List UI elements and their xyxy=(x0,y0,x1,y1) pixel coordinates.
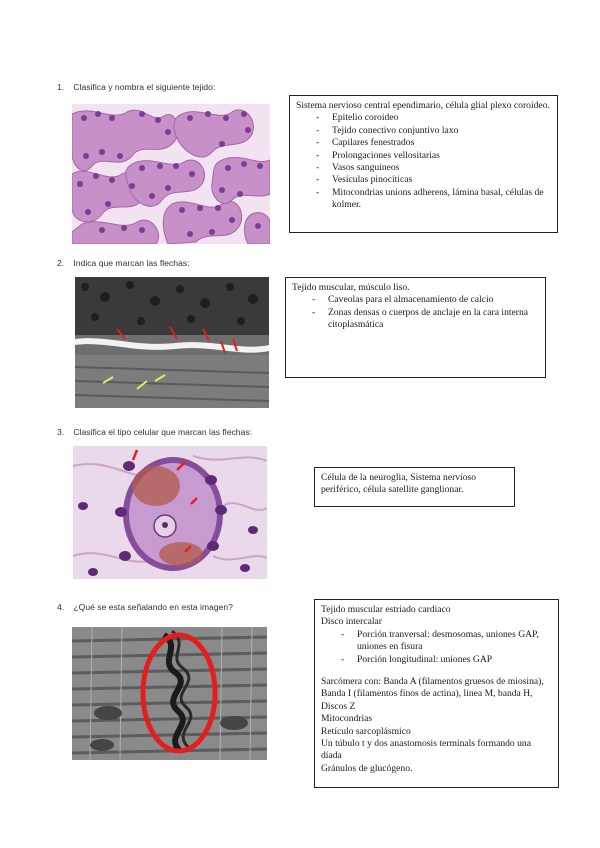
answer-line: Gránulos de glucógeno. xyxy=(321,762,413,774)
question-text: ¿Qué se esta señalando en esta imagen? xyxy=(73,602,233,612)
answer-box-3 xyxy=(314,467,515,507)
list-item: - Caveolas para el almacenamiento de calcio xyxy=(292,294,539,306)
question-4-prompt xyxy=(57,602,233,612)
question-number: 3. xyxy=(57,427,65,437)
cardiac-muscle-electron-micrograph xyxy=(72,627,267,760)
answer-box-2 xyxy=(285,277,546,378)
answer-intro: Sistema nervioso central ependimario, célula glial plexo coroideo. xyxy=(296,100,550,111)
question-number: 4. xyxy=(57,602,65,612)
list-item: - Prolongaciones vellositarias xyxy=(296,150,551,162)
answer-intro: Tejido muscular, músculo liso. xyxy=(292,282,410,293)
question-2-prompt xyxy=(57,258,189,268)
answer-line: Tejido muscular estriado cardiaco xyxy=(321,604,451,615)
answer-line: Mitocondrias xyxy=(321,713,373,725)
list-item: - Vesículas pinocíticas xyxy=(296,174,551,186)
list-item: - Porción longitudinal: uniones GAP xyxy=(321,654,552,666)
question-text: Clasifica el tipo celular que marcan las flechas: xyxy=(73,427,253,437)
question-number: 2. xyxy=(57,258,65,268)
answer-line: Sarcómera con: Banda A (filamentos gruesos de miosina), Banda I (filamentos finos de actina), línea M, banda H, Discos Z xyxy=(321,676,544,712)
choroid-plexus-micrograph xyxy=(72,104,270,244)
list-item: - Tejido conectivo conjuntivo laxo xyxy=(296,125,551,137)
answer-box-4 xyxy=(314,599,559,788)
answer-box-1 xyxy=(289,95,558,233)
question-text: Clasifica y nombra el siguiente tejido: xyxy=(73,82,216,92)
answer-line: Un túbulo t y dos anastomosis terminals formando una díada xyxy=(321,738,531,762)
answer-list xyxy=(292,294,539,331)
list-item: - Mitocondrias unions adherens, lámina basal, células de kolmer. xyxy=(296,187,551,212)
list-item: - Capilares fenestrados xyxy=(296,137,551,149)
smooth-muscle-electron-micrograph xyxy=(75,277,269,408)
answer-line: Disco intercalar xyxy=(321,616,382,628)
ganglion-satellite-cell-micrograph xyxy=(73,446,267,579)
list-item: - Porción tranversal: desmosomas, uniones GAP, uniones en fisura xyxy=(321,629,552,654)
question-1-prompt xyxy=(57,82,215,92)
list-item: - Epitelio coroideo xyxy=(296,112,551,124)
answer-list xyxy=(321,629,552,666)
question-number: 1. xyxy=(57,82,65,92)
question-3-prompt xyxy=(57,427,252,437)
question-text: Indica que marcan las flechas: xyxy=(73,258,190,268)
answer-line: Retículo sarcoplásmico xyxy=(321,725,411,737)
answer-list xyxy=(296,112,551,211)
list-item: - Zonas densas o cuerpos de anclaje en la cara interna citoplasmática xyxy=(292,307,539,332)
answer-intro: Célula de la neuroglia, Sistema nervioso periférico, célula satellite ganglionar. xyxy=(321,472,477,496)
list-item: - Vasos sanguíneos xyxy=(296,162,551,174)
